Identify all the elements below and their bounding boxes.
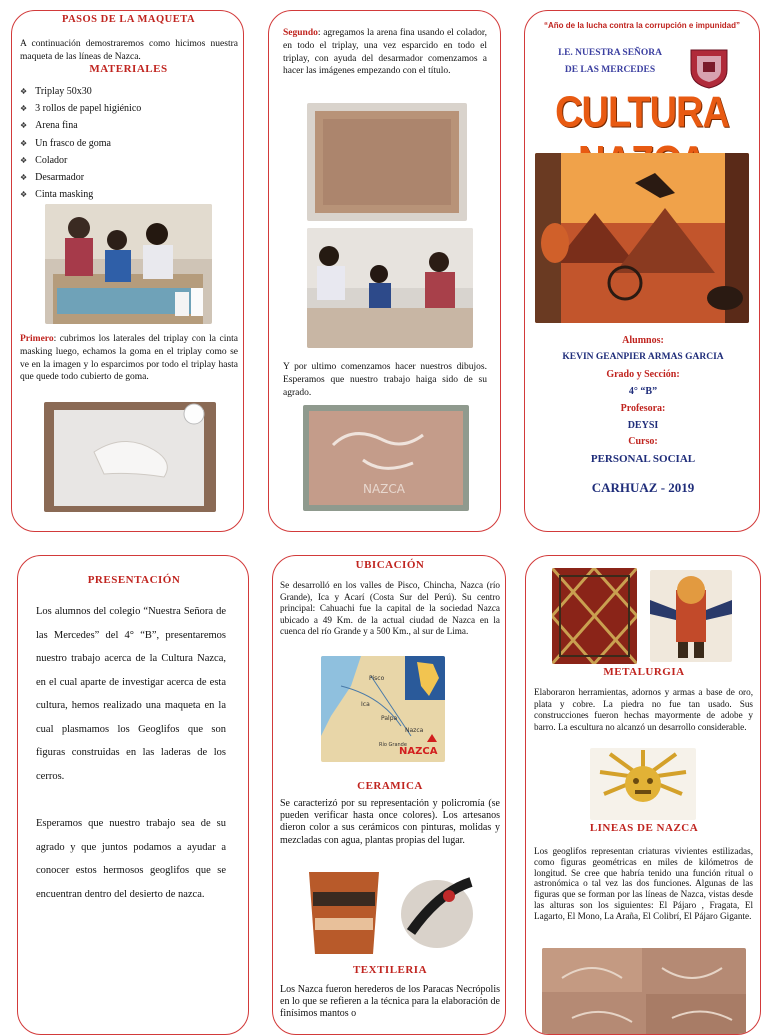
gold-mask-image — [590, 748, 696, 820]
photo-kids-table — [45, 204, 212, 324]
nazca-map — [321, 656, 445, 762]
grado-label: Grado y Sección: — [606, 369, 680, 380]
primero-paragraph: Primero: cubrimos los laterales del triplay con la cinta masking luego, echamos la goma en el triplay como se ve en la imagen y lo esparcimos por todo el triplay hasta que quede todo cubierto de goma. — [20, 334, 238, 383]
panel-ubicacion — [272, 555, 506, 1035]
photo-kids-sand — [307, 228, 473, 348]
pasos-intro: A continuación demostraremos como hicimos nuestra maqueta de las líneas de Nazca. — [20, 39, 238, 62]
material-item: ❖ Triplay 50x30 — [20, 83, 141, 100]
textileria-text: Los Nazca fueron herederos de los Paracas Necrópolis en lo que se refieren a la técnica para la elaboración de finísimos mantos o — [280, 984, 500, 1020]
metalurgia-title: METALURGIA — [603, 666, 685, 678]
ceramica-image — [299, 862, 475, 962]
material-item: ❖ Un frasco de goma — [20, 135, 141, 152]
photo-glue-board — [44, 402, 216, 512]
cover-info — [525, 333, 760, 496]
segundo-paragraph: Segundo: agregamos la arena fina usando el colador, en todo el triplay, una vez esparcido en todo el triplay, con ayuda del desarmador comenzamos a hacer las imágenes empezando con el título. — [283, 28, 487, 77]
map-nazca-label: NAZCA — [399, 746, 438, 757]
lineas-text: Los geoglifos representan criaturas vivientes estilizadas, como figuras geométricas en miles de kilómetros de longitud. Se cree que habría tenido una función ritual o astronómica o tal vez las dos funciones. Algunas de las figuras que se forman por las líneas de Nazca, vistas desde las alturas son los siguientes: El Pájaro , Fragata, El Lagarto, El Mono, La Araña, El Colibrí, El Pájaro Gigante. — [534, 846, 753, 921]
ceramica-text: Se caracterizó por su representación y policromía (se pueden verificar hasta once colores). Los artesanos dieron color a sus cerámicos con pinturas, molidas y mezcladas con agua, plantas propias del lugar. — [280, 798, 500, 846]
material-item: ❖ Cinta masking — [20, 186, 141, 203]
material-item: ❖ Arena fina — [20, 117, 141, 134]
alumnos-label: Alumnos: — [622, 335, 664, 346]
alumno-name: KEVIN GEANPIER ARMAS GARCIA — [562, 352, 724, 362]
map-place-label: Palpa — [381, 715, 398, 722]
cover-title: CULTURA — [555, 88, 729, 137]
panel-pasos — [11, 10, 244, 532]
panel-segundo — [268, 10, 501, 532]
ubicacion-text: Se desarrolló en los valles de Pisco, Chincha, Nazca (río Grande), Ica y Acarí (Costa Sur del Perú). Su centro principal: Cahuachi fue la capital de la sociedad Nazca ubicado a 49 Km. de la actual ciudad de Nazca en la cuenca del río Grande y a 500 Km., al sur de Lima. — [280, 580, 500, 636]
material-item: ❖ Desarmador — [20, 169, 141, 186]
textileria-title: TEXTILERIA — [352, 964, 428, 976]
curso-value: PERSONAL SOCIAL — [590, 453, 696, 465]
materiales-title: MATERIALES — [89, 63, 168, 75]
ubicacion-title: UBICACIÓN — [355, 559, 425, 571]
material-item: ❖ 3 rollos de papel higiénico — [20, 100, 141, 117]
ultimo-paragraph: Y por ultimo comenzamos hacer nuestros dibujos. Esperamos que nuestro trabajo haiga sido de su agrado. — [283, 362, 487, 398]
lineas-title: LINEAS DE NAZCA — [589, 822, 699, 834]
panel-cover — [524, 10, 760, 532]
ceramica-title: CERAMICA — [357, 780, 423, 792]
deity-figure-image — [650, 570, 732, 662]
panel-presentacion — [17, 555, 249, 1035]
primero-label: Primero — [20, 334, 54, 344]
place-year: CARHUAZ - 2019 — [591, 480, 695, 495]
grado-value: 4° “B” — [628, 386, 658, 397]
map-place-label: Pisco — [369, 675, 385, 682]
curso-label: Curso: — [628, 436, 658, 447]
school-crest-icon — [687, 46, 731, 90]
pasos-title: PASOS DE LA MAQUETA — [61, 14, 196, 25]
nazca-lines-image — [542, 948, 746, 1035]
photo-nazca-drawing — [303, 405, 469, 511]
nazca-collage-image — [535, 153, 749, 323]
metalurgia-text: Elaboraron herramientas, adornos y armas a base de oro, plata y cobre. La piedra no fue tan usado. Sus construcciones fueron hechas mayormente de adobe y barro. La escultura no alcanzó un desarrollo considerable. — [534, 687, 753, 732]
sand-nazca-text: NAZCA — [363, 482, 405, 496]
panel-metalurgia — [525, 555, 761, 1035]
presentacion-title: PRESENTACIÓN — [87, 574, 181, 586]
map-place-label: Río Grande — [379, 742, 407, 748]
photo-sand-board — [307, 103, 467, 221]
map-place-label: Nazca — [405, 727, 424, 734]
profesora-label: Profesora: — [620, 403, 666, 414]
motto: “Año de la lucha contra la corrupción e impunidad” — [543, 21, 741, 30]
presentacion-p2: Esperamos que nuestro trabajo sea de su agrado y que juntos podamos a ayudar a conocer estos hermosos geoglifos que se encuentran dentro del desierto de nazca. — [36, 818, 226, 900]
segundo-label: Segundo — [283, 28, 318, 38]
school-name: I.E. NUESTRA SEÑORA DE LAS MERCEDES — [558, 48, 662, 75]
map-place-label: Ica — [361, 701, 370, 708]
profesora-value: DEYSI — [627, 420, 659, 431]
material-item: ❖ Colador — [20, 152, 141, 169]
presentacion-p1: Los alumnos del colegio “Nuestra Señora de las Mercedes” del 4° “B”, presentaremos nuestro trabajo acerca de la Cultura Nazca, en el cual aparte de investigar acerca de esta cultura, hemos realizado una maqueta en la cual plasmamos los Geoglifos que son figuras construidas en las laderas de los cerros. — [36, 606, 226, 782]
materiales-list — [20, 83, 141, 203]
textile-image — [552, 568, 637, 664]
